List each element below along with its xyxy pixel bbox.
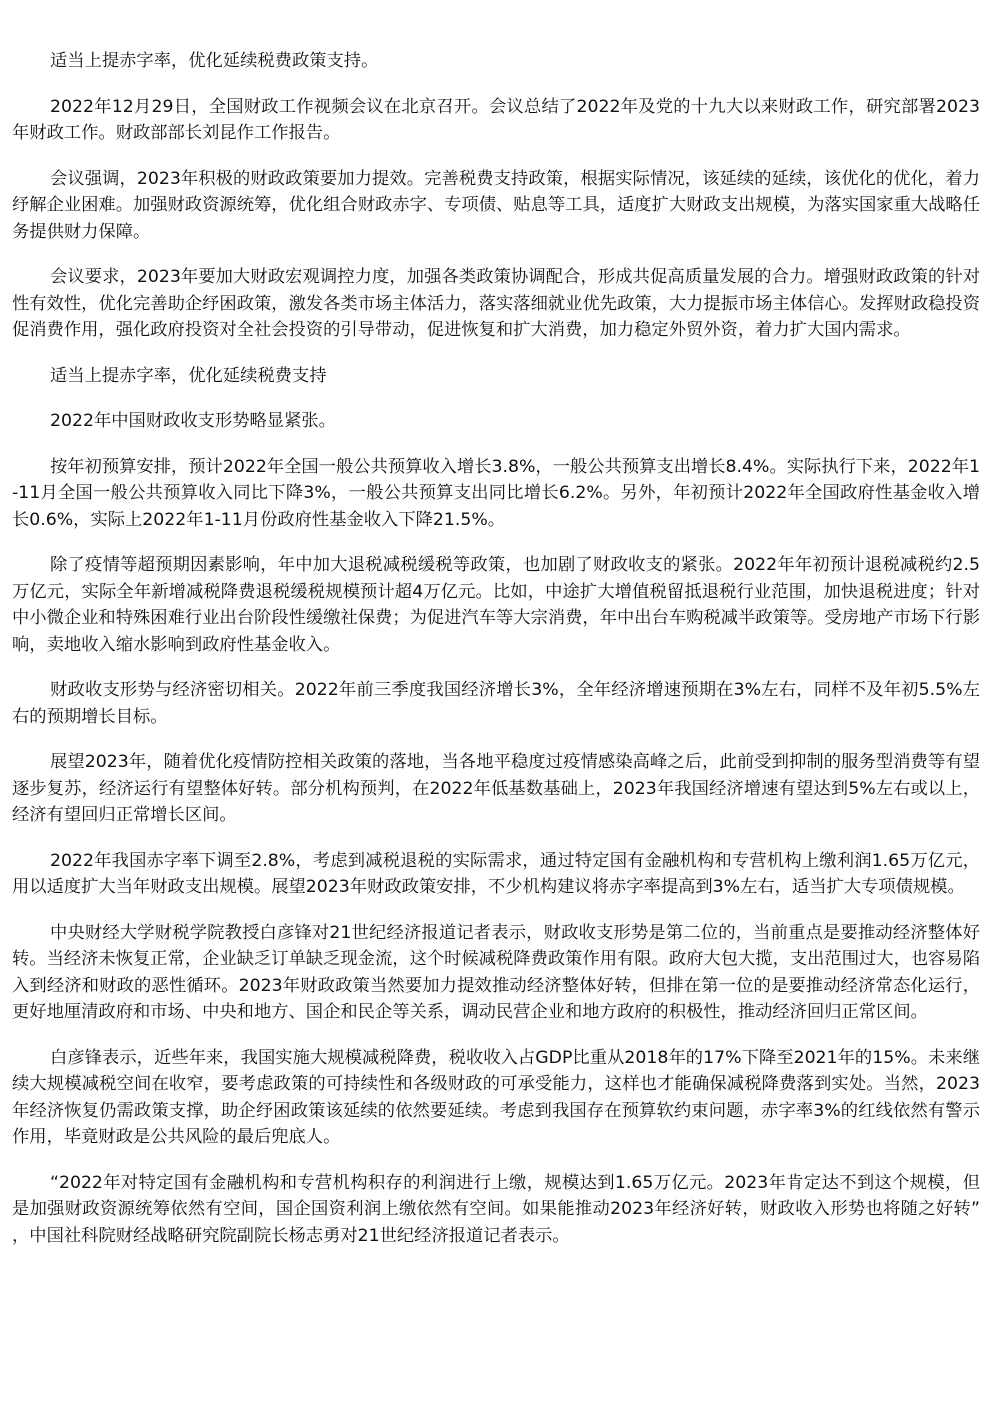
paragraph-1: 适当上提赤字率，优化延续税费政策支持。	[50, 51, 379, 71]
paragraph-4: 会议要求，2023年要加大财政宏观调控力度，加强各类政策协调配合，形成共促高质量发展的合力。增强财政政策的针对性有效性，优化完善助企纾困政策，激发各类市场主体活力，落实落细就业优先政策，大力提振市场主体信心。发挥财政稳投资促消费作用，强化政府投资对全社会投资的引导带动，促进恢复和扩大消费，加力稳定外贸外资，着力扩大国内需求。	[12, 267, 980, 340]
paragraph-9: 财政收支形势与经济密切相关。2022年前三季度我国经济增长3%，全年经济增速预期在3%左右，同样不及年初5.5%左右的预期增长目标。	[12, 680, 980, 727]
paragraph-14: “2022年对特定国有金融机构和专营机构积存的利润进行上缴，规模达到1.65万亿元。2023年肯定达不到这个规模，但是加强财政资源统筹依然有空间，国企国资利润上缴依然有空间。如果能推动2023年经济好转，财政收入形势也将随之好转”，中国社科院财经战略研究院副院长杨志勇对21世纪经济报道记者表示。	[12, 1172, 980, 1246]
section-heading: 适当上提赤字率，优化延续税费支持	[50, 365, 327, 386]
paragraph-7: 按年初预算安排，预计2022年全国一般公共预算收入增长3.8%，一般公共预算支出增长8.4%。实际执行下来，2022年1-11月全国一般公共预算收入同比下降3%，一般公共预算支出同比增长6.2%。另外，年初预计2022年全国政府性基金收入增长0.6%，实际上2022年1-11月份政府性基金收入下降21.5%。	[12, 456, 980, 530]
paragraph-3: 会议强调，2023年积极的财政政策要加力提效。完善税费支持政策，根据实际情况，该延续的延续，该优化的优化，着力纾解企业困难。加强财政资源统筹，优化组合财政赤字、专项债、贴息等工具，适度扩大财政支出规模，为落实国家重大战略任务提供财力保障。	[12, 168, 980, 242]
paragraph-2: 2022年12月29日，全国财政工作视频会议在北京召开。会议总结了2022年及党的十九大以来财政工作，研究部署2023年财政工作。财政部部长刘昆作工作报告。	[12, 96, 980, 143]
paragraph-6: 2022年中国财政收支形势略显紧张。	[50, 411, 336, 431]
paragraph-13: 白彦锋表示，近些年来，我国实施大规模减税降费，税收收入占GDP比重从2018年的17%下降至2021年的15%。未来继续大规模减税空间在收窄，要考虑政策的可持续性和各级财政的可承受能力，这样也才能确保减税降费落到实处。当然，2023年经济恢复仍需政策支撑，助企纾困政策该延续的依然要延续。考虑到我国存在预算软约束问题，赤字率3%的红线依然有警示作用，毕竟财政是公共风险的最后兜底人。	[12, 1047, 980, 1147]
paragraph-8: 除了疫情等超预期因素影响，年中加大退税减税缓税等政策，也加剧了财政收支的紧张。2022年年初预计退税减税约2.5万亿元，实际全年新增减税降费退税缓税规模预计超4万亿元。比如，中途扩大增值税留抵退税行业范围，加快退税进度；针对中小微企业和特殊困难行业出台阶段性缓缴社保费；为促进汽车等大宗消费，年中出台车购税减半政策等。受房地产市场下行影响，卖地收入缩水影响到政府性基金收入。	[12, 555, 980, 655]
paragraph-10: 展望2023年，随着优化疫情防控相关政策的落地，当各地平稳度过疫情感染高峰之后，此前受到抑制的服务型消费等有望逐步复苏，经济运行有望整体好转。部分机构预判，在2022年低基数基础上，2023年我国经济增速有望达到5%左右或以上，经济有望回归正常增长区间。	[12, 752, 980, 825]
paragraph-11: 2022年我国赤字率下调至2.8%，考虑到减税退税的实际需求，通过特定国有金融机构和专营机构上缴利润1.65万亿元，用以适度扩大当年财政支出规模。展望2023年财政政策安排，不少机构建议将赤字率提高到3%左右，适当扩大专项债规模。	[12, 850, 980, 897]
paragraph-12: 中央财经大学财税学院教授白彦锋对21世纪经济报道记者表示，财政收支形势是第二位的，当前重点是要推动经济整体好转。当经济未恢复正常，企业缺乏订单缺乏现金流，这个时候减税降费政策作用有限。政府大包大揽，支出范围过大，也容易陷入到经济和财政的恶性循环。2023年财政政策当然要加力提效推动经济整体好转，但排在第一位的是要推动经济常态化运行，更好地厘清政府和市场、中央和地方、国企和民企等关系，调动民营企业和地方政府的积极性，推动经济回归正常区间。	[12, 922, 980, 1022]
